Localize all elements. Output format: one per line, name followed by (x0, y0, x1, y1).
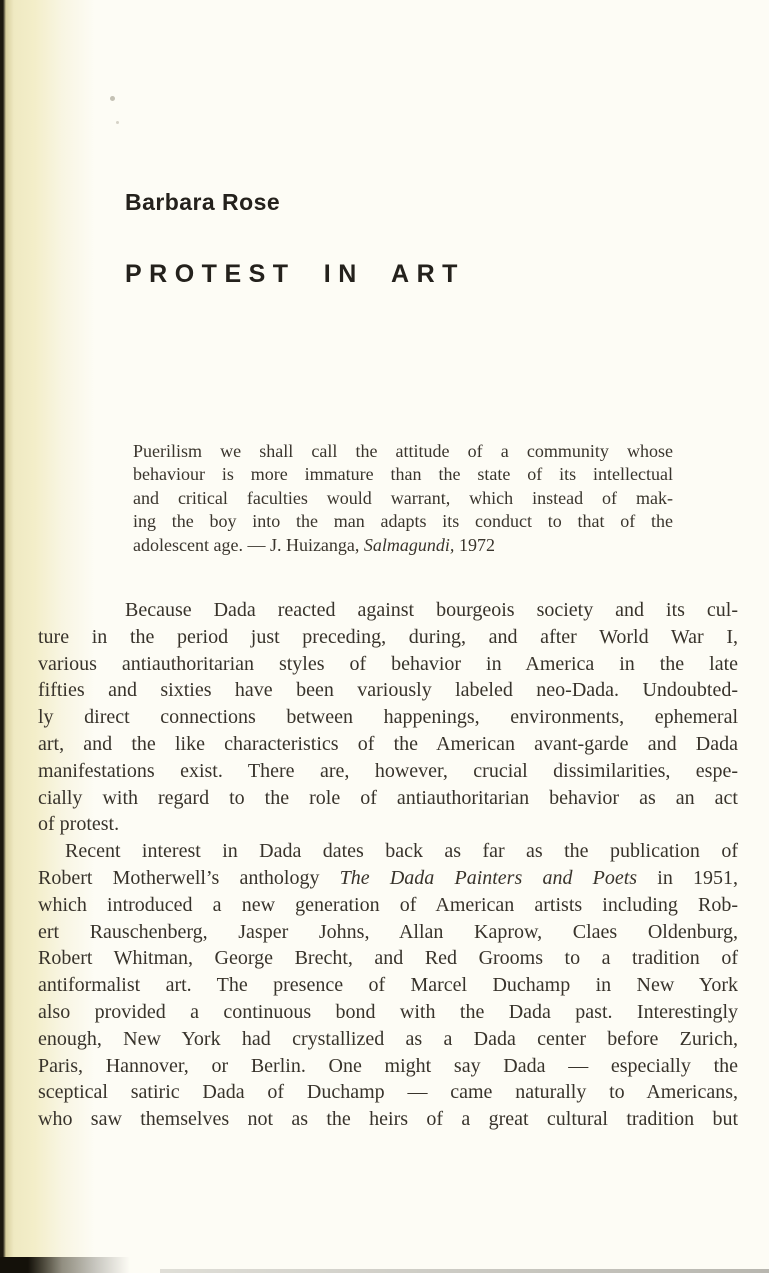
body-text-line: Because Dada reacted against bourgeois society and its cul- (125, 599, 738, 621)
epigraph-line: and critical faculties would warrant, which instead of mak- (133, 487, 673, 508)
body-text (38, 597, 738, 1133)
body-text-line: manifestations exist. There are, however, crucial dissimilarities, espe- (38, 759, 738, 782)
body-text-line: of protest. (38, 813, 120, 836)
body-text-line: cially with regard to the role of antiauthoritarian behavior as an act (38, 786, 738, 809)
epigraph-line: adolescent age. — J. Huizanga, Salmagundi, 1972 (133, 534, 495, 555)
body-text-line: art, and the like characteristics of the American avant-garde and Dada (38, 732, 738, 755)
epigraph-line: ing the boy into the man adapts its conduct to that of the (133, 511, 673, 532)
scan-bottom-hairline (160, 1269, 769, 1273)
epigraph-line: behaviour is more immature than the state of its intellectual (133, 464, 673, 485)
scan-bottom-edge-shadow (0, 1257, 130, 1273)
body-text-line: Recent interest in Dada dates back as far as the publication of (65, 840, 738, 863)
body-text-line: fifties and sixties have been variously labeled neo-Dada. Undoubted- (38, 679, 738, 702)
body-text-line: ly direct connections between happenings, environments, ephemeral (38, 706, 738, 729)
scan-speck (110, 96, 115, 101)
scan-speck (116, 121, 119, 124)
body-text-line: Robert Whitman, George Brecht, and Red Grooms to a tradition of (38, 947, 738, 970)
page-title: PROTEST IN ART (125, 260, 465, 288)
body-text-line: enough, New York had crystallized as a Dada center before Zurich, (38, 1027, 738, 1050)
body-text-line: sceptical satiric Dada of Duchamp — came naturally to Americans, (38, 1081, 738, 1104)
author-byline: Barbara Rose (125, 189, 281, 215)
body-text-line: various antiauthoritarian styles of behavior in America in the late (38, 652, 738, 675)
epigraph-quote (133, 440, 673, 557)
epigraph-line: Puerilism we shall call the attitude of a community whose (133, 441, 673, 461)
body-text-line: ture in the period just preceding, during, and after World War I, (38, 625, 738, 648)
body-text-line: Robert Motherwell’s anthology The Dada Painters and Poets in 1951, (38, 866, 739, 889)
body-text-line: which introduced a new generation of American artists including Rob- (38, 893, 738, 916)
body-text-line: who saw themselves not as the heirs of a great cultural tradition but (38, 1108, 738, 1131)
body-text-line: ert Rauschenberg, Jasper Johns, Allan Kaprow, Claes Oldenburg, (38, 920, 738, 943)
body-text-line: also provided a continuous bond with the Dada past. Interestingly (38, 1000, 738, 1023)
body-text-line: Paris, Hannover, or Berlin. One might say Dada — especially the (38, 1054, 738, 1077)
paragraph (38, 597, 738, 838)
body-text-line: antiformalist art. The presence of Marcel Duchamp in New York (38, 974, 738, 997)
paragraph (38, 838, 738, 1133)
